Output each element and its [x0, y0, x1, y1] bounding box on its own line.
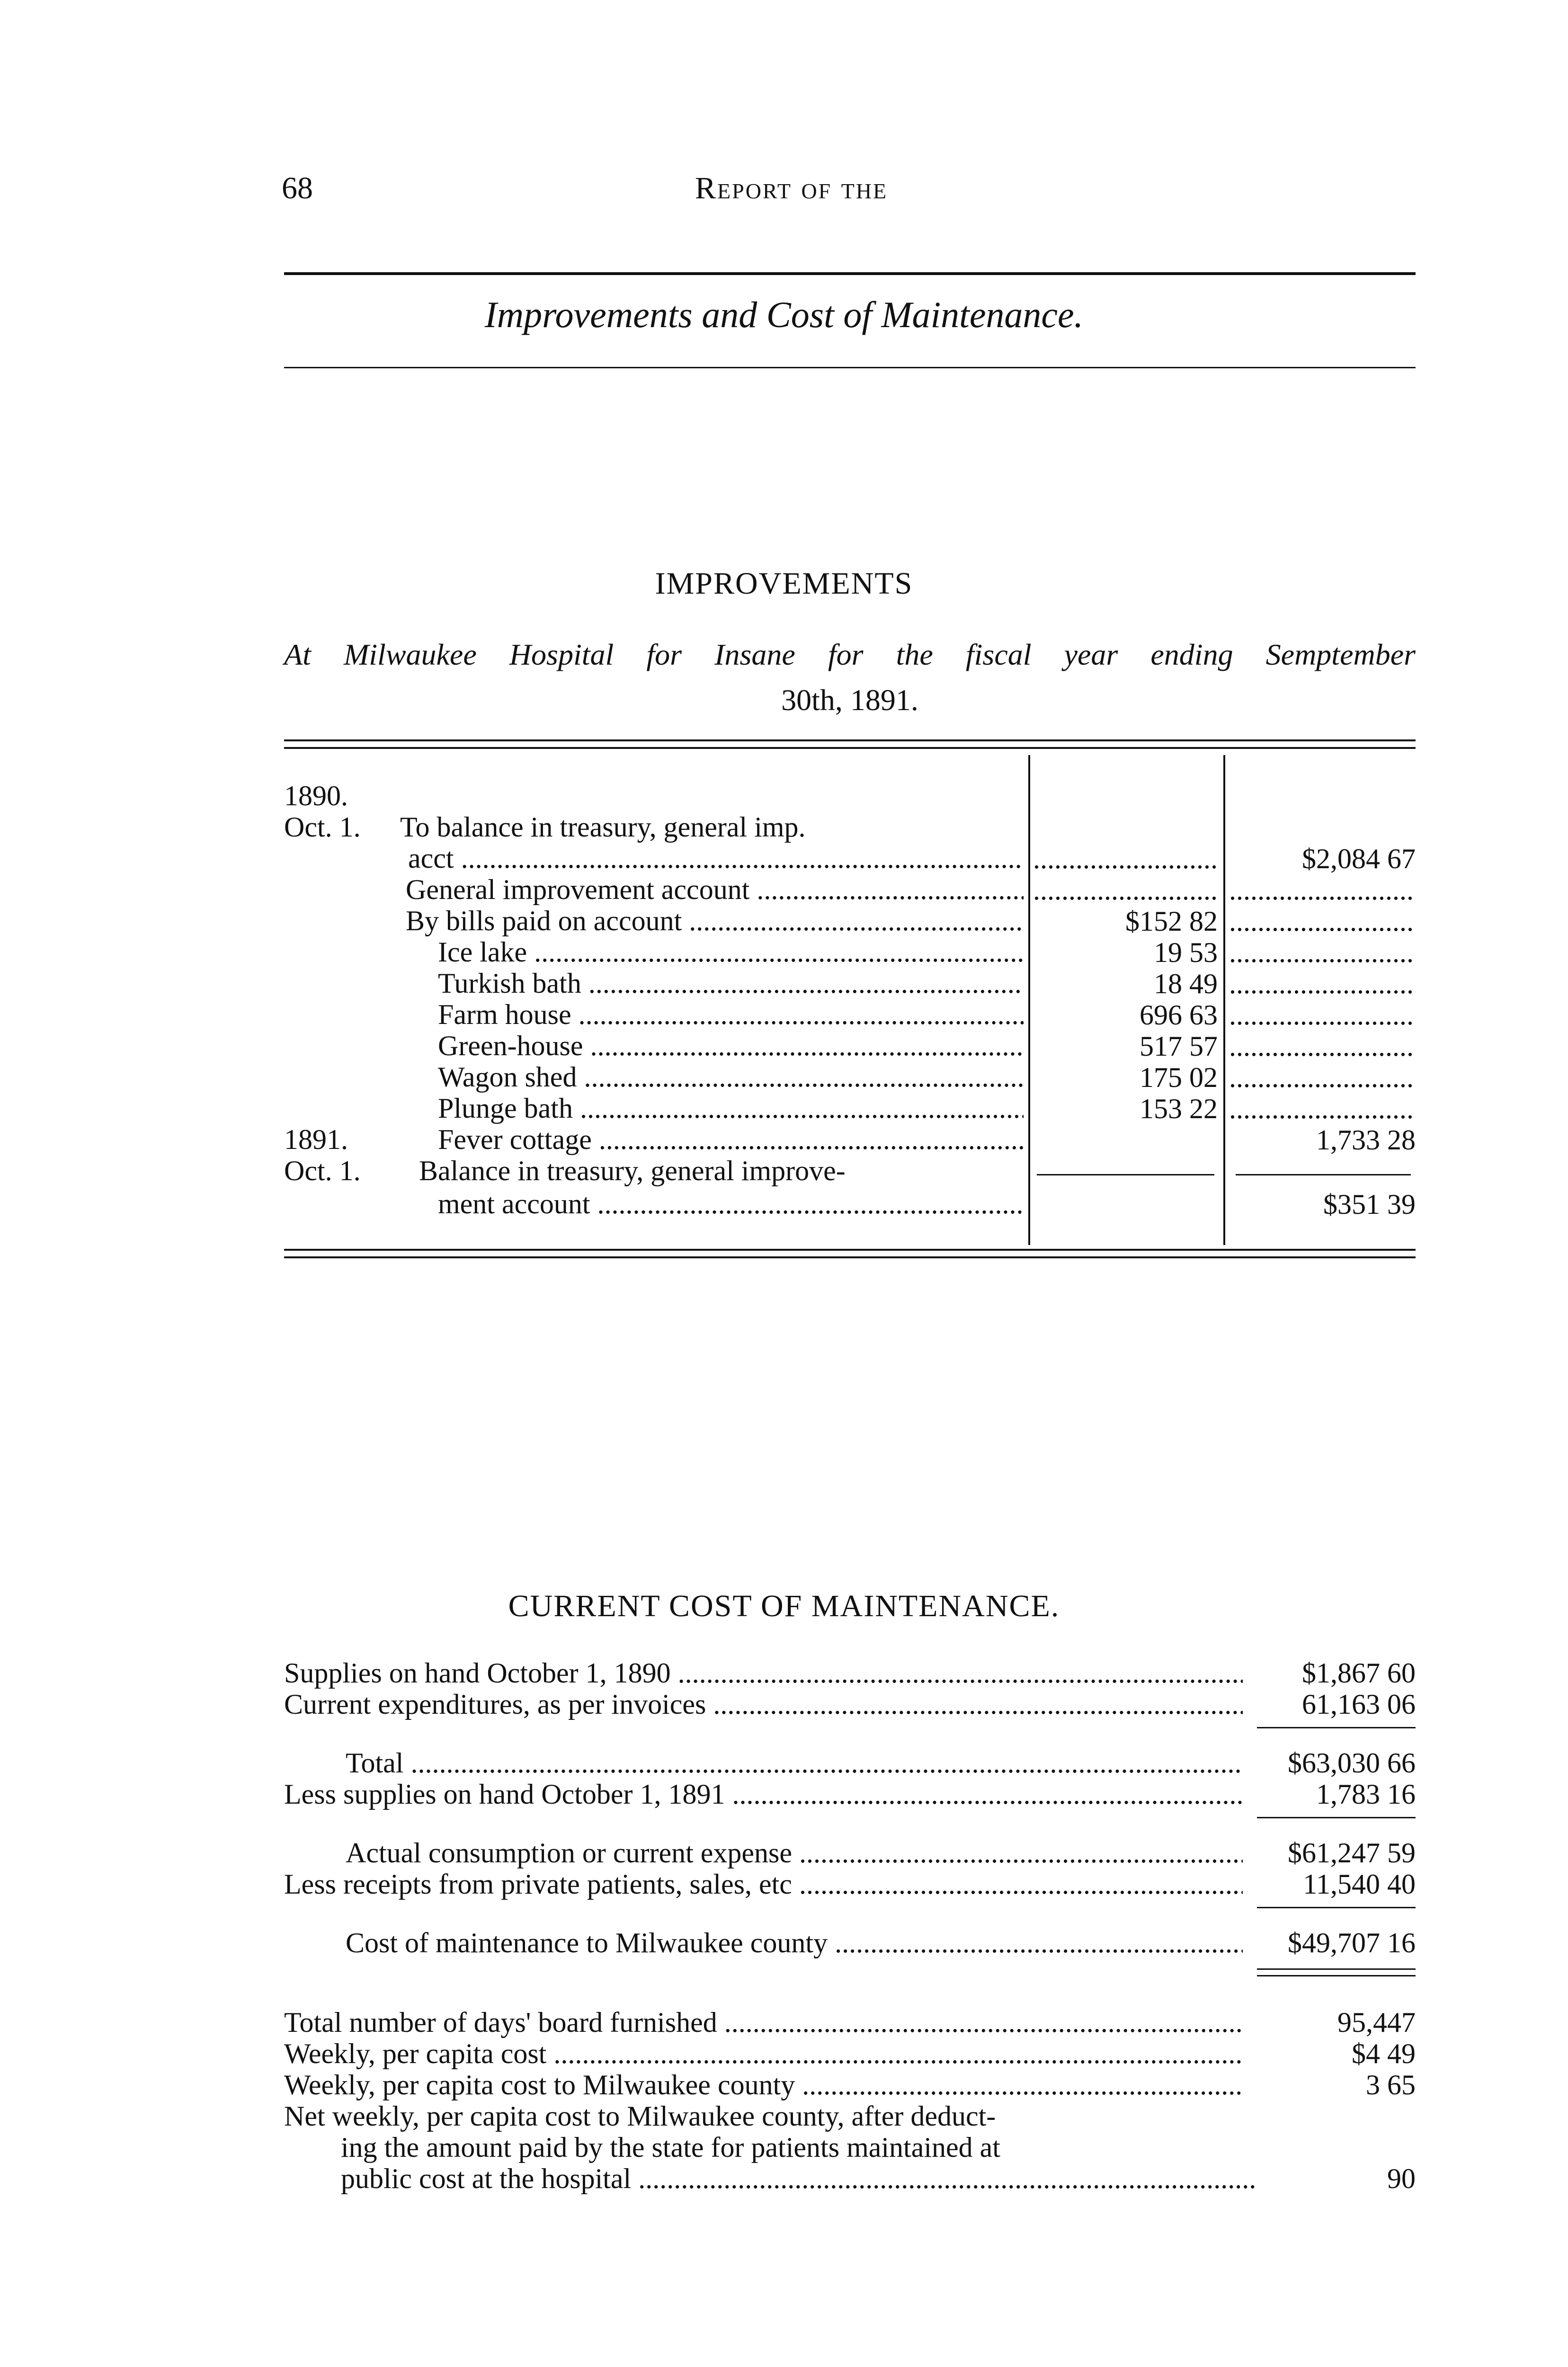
col2-leader: [1229, 999, 1416, 1032]
table-col-divider-2: [1223, 755, 1225, 1245]
table-top-rule-1: [284, 739, 1416, 741]
col2-leader: [1229, 1030, 1416, 1063]
item-amount: 1,783 16: [1316, 1779, 1416, 1810]
item-amount: $61,247 59: [1288, 1837, 1416, 1869]
item-amount: 11,540 40: [1303, 1869, 1416, 1900]
list-item: [284, 1657, 1243, 1690]
item-amount: $1,867 60: [1302, 1657, 1416, 1689]
table-bottom-rule-2: [284, 1256, 1416, 1258]
col2-leader: [1229, 874, 1416, 907]
table-top-rule-2: [284, 747, 1416, 749]
col2-leader: [1229, 905, 1416, 938]
row-col1-amount: 18 49: [1154, 968, 1218, 999]
header-rule: [284, 272, 1416, 275]
item-label: Supplies on hand October 1, 1890 .....: [284, 1657, 1243, 1690]
col1-leader: [1033, 874, 1218, 907]
row-col1-amount: $152 82: [1125, 906, 1218, 937]
item-amount: $49,707 16: [1288, 1927, 1416, 1958]
col1-sum-rule: [1037, 1174, 1214, 1175]
sum-rule: [1257, 1907, 1416, 1908]
table-bottom-rule-1: [284, 1249, 1416, 1251]
table-row: [406, 874, 1024, 905]
list-item: [284, 2069, 1243, 2101]
row-text: ment account .....: [438, 1188, 1024, 1219]
item-label: Actual consumption or current expense .....: [346, 1837, 1243, 1869]
intro-line-1: At Milwaukee Hospital for Insane for the fiscal year ending Semptember: [284, 638, 1416, 671]
table-row-text: [438, 1124, 1024, 1155]
col2-leader: [1229, 1093, 1416, 1125]
list-item: [341, 2131, 1000, 2164]
item-label: Weekly, per capita cost .....: [284, 2038, 1243, 2070]
double-rule: [1257, 1975, 1416, 1976]
table-row: [408, 843, 1024, 874]
list-item: [284, 2038, 1243, 2070]
page-number: 68: [282, 171, 313, 205]
item-label: Less receipts from private patients, sales, etc .....: [284, 1868, 1243, 1901]
row-col1-amount: 696 63: [1140, 999, 1218, 1031]
table-row: [438, 936, 1024, 968]
row-col1-amount: 175 02: [1140, 1062, 1218, 1093]
list-item: [284, 1778, 1243, 1811]
item-label: ing the amount paid by the state for patients maintained at: [341, 2132, 1000, 2163]
table-row: [284, 1155, 361, 1186]
list-item: [284, 1688, 1243, 1721]
item-label: Cost of maintenance to Milwaukee county .....: [346, 1927, 1243, 1959]
table-row: [438, 1061, 1024, 1093]
item-label: Total number of days' board furnished .....: [284, 2006, 1243, 2039]
table-row: [406, 905, 1024, 936]
row-text: Fever cottage .....: [438, 1124, 1024, 1155]
col2-leader: [1229, 936, 1416, 969]
item-label: Net weekly, per capita cost to Milwaukee county, after deduct-: [284, 2100, 996, 2132]
double-rule: [1257, 1968, 1416, 1970]
row-col2-amount: 1,733 28: [1316, 1124, 1416, 1156]
list-item: [346, 1747, 1243, 1780]
table-row: [284, 780, 348, 811]
row-text: General improvement account .....: [406, 874, 1024, 905]
item-label: Current expenditures, as per invoices .....: [284, 1688, 1243, 1721]
table-row: [284, 811, 1023, 843]
running-title: Report of the: [695, 171, 888, 205]
row-date: Oct. 1.: [284, 811, 361, 843]
row-text: Plunge bath .....: [438, 1093, 1024, 1124]
item-amount: 61,163 06: [1302, 1689, 1416, 1720]
col1-leader: [1033, 843, 1218, 875]
item-amount: 90: [1387, 2163, 1416, 2194]
list-item: [284, 2006, 1243, 2039]
item-label: public cost at the hospital .....: [341, 2162, 1255, 2195]
improvements-title: IMPROVEMENTS: [655, 566, 913, 601]
list-item: [341, 2162, 1255, 2195]
row-text: Wagon shed .....: [438, 1061, 1024, 1093]
maintenance-title: CURRENT COST OF MAINTENANCE.: [508, 1589, 1060, 1623]
row-col2-amount: $351 39: [1323, 1189, 1416, 1220]
item-label: Total .....: [346, 1747, 1243, 1780]
row-text: By bills paid on account .....: [406, 905, 1024, 936]
row-text: Ice lake .....: [438, 936, 1024, 968]
row-col1-amount: 153 22: [1140, 1093, 1218, 1124]
row-text: acct .....: [408, 843, 1024, 874]
table-row: [438, 968, 1024, 999]
row-col1-amount: 517 57: [1140, 1031, 1218, 1062]
table-row: [438, 1030, 1024, 1061]
item-label: Less supplies on hand October 1, 1891 .....: [284, 1778, 1243, 1811]
table-row: [438, 999, 1024, 1030]
row-col2-amount: $2,084 67: [1302, 843, 1416, 874]
improvements-intro: [284, 632, 1416, 723]
list-item: [284, 1868, 1243, 1901]
item-amount: $63,030 66: [1288, 1747, 1416, 1779]
intro-line-2: 30th, 1891.: [781, 683, 918, 717]
table-row: [438, 1188, 1024, 1219]
col2-leader: [1229, 1061, 1416, 1094]
item-amount: 95,447: [1337, 2007, 1416, 2038]
row-text: Farm house .....: [438, 999, 1024, 1030]
table-row: [284, 1124, 348, 1155]
row-date: 1890.: [284, 780, 348, 811]
col2-sum-rule: [1236, 1174, 1411, 1175]
subtitle-rule: [284, 367, 1416, 368]
row-text: Green-house .....: [438, 1030, 1024, 1061]
sum-rule: [1257, 1727, 1416, 1728]
item-amount: $4 49: [1352, 2038, 1416, 2069]
row-text: To balance in treasury, general imp.: [400, 811, 806, 843]
item-label: Weekly, per capita cost to Milwaukee county .....: [284, 2069, 1243, 2101]
item-amount: 3 65: [1366, 2069, 1416, 2100]
row-text: Turkish bath .....: [438, 968, 1024, 999]
section-subtitle: Improvements and Cost of Maintenance.: [484, 294, 1084, 335]
table-col-divider-1: [1028, 755, 1030, 1245]
sum-rule: [1257, 1817, 1416, 1818]
list-item: [284, 2100, 996, 2133]
row-text: Balance in treasury, general improve-: [419, 1155, 846, 1186]
list-item: [346, 1927, 1243, 1959]
row-date: 1891.: [284, 1124, 348, 1155]
col2-leader: [1229, 968, 1416, 1000]
list-item: [346, 1837, 1243, 1869]
table-row-text: [419, 1155, 846, 1186]
row-date: Oct. 1.: [284, 1155, 361, 1186]
table-row: [438, 1093, 1024, 1124]
row-col1-amount: 19 53: [1154, 937, 1218, 968]
